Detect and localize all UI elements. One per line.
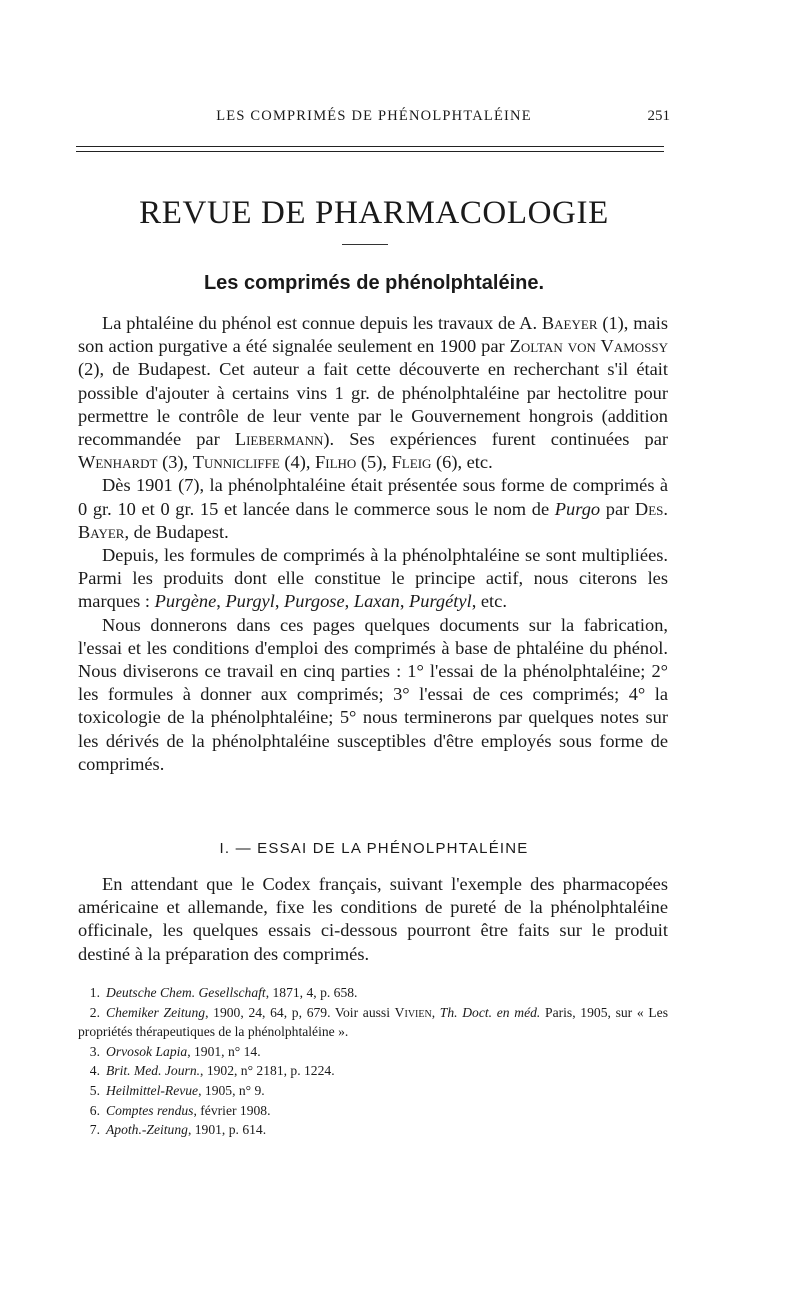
p1-text: (1), mais son action purgative a été signalée seulement en 1900 par xyxy=(78,313,668,357)
brand-purgo: Purgo xyxy=(554,498,601,519)
footnote-number: 4. xyxy=(89,1063,100,1079)
footnote-7 xyxy=(78,1120,668,1140)
p1-text: (5), xyxy=(356,452,392,473)
p3-text: , xyxy=(344,591,354,612)
footnote-text: , 1902, n° 2181, p. 1224. xyxy=(200,1063,335,1079)
section-body xyxy=(78,873,668,966)
p3-text: , xyxy=(216,591,226,612)
brand-purgene: Purgène xyxy=(154,591,217,612)
footnote-6 xyxy=(78,1101,668,1121)
footnote-text: , 1900, 24, 64, p, 679. Voir aussi xyxy=(205,1004,395,1020)
footnote-number: 3. xyxy=(89,1043,100,1059)
footnote-3 xyxy=(78,1042,668,1062)
footnote-text: , 1901, n° 14. xyxy=(187,1043,261,1059)
footnote-title: Heilmittel-Revue xyxy=(106,1082,199,1098)
footnote-number: 6. xyxy=(89,1102,100,1118)
footnote-title: Deutsche Chem. Gesellschaft xyxy=(106,985,266,1000)
paragraph-4: Nous donnerons dans ces pages quelques documents sur la fabrication, l'essai et les conditions d'emploi des comprimés à base de phtaléine du phénol. Nous diviserons ce travail en cinq parties : 1° l'essai de la phénolphtaléine; 2° les formules à donner aux comprimés; 3° l'essai de ces comprimés; 4° la toxicologie de la phénolphtaléine; 5° nous terminerons par quelques notes sur les dérivés de la phénolphtaléine susceptibles d'être employés sous forme de comprimés. xyxy=(78,614,668,774)
p3-text: Depuis, les formules de comprimés à la phénolphtaléine se sont multipliées. Parmi les produits dont elle constitue le principe actif, nous citerons les marques : xyxy=(78,545,668,612)
footnote-title: Th. Doct. en méd. xyxy=(439,1004,541,1020)
author-filho: Filho xyxy=(315,452,357,473)
p3-text: , etc. xyxy=(471,591,507,612)
header-rule-bottom xyxy=(76,151,664,152)
brand-purgyl: Purgyl xyxy=(225,591,275,612)
footnote-5 xyxy=(78,1081,668,1101)
author-fleig: Fleig xyxy=(391,452,432,473)
footnotes xyxy=(78,983,668,1140)
article-body xyxy=(78,312,668,776)
paragraph-3 xyxy=(78,544,668,614)
author-wenhardt: Wenhardt xyxy=(78,452,158,473)
footnote-author: Vivien xyxy=(394,1004,432,1020)
footnote-4 xyxy=(78,1061,668,1081)
paragraph-2 xyxy=(78,474,668,544)
author-des-bayer: Des. Bayer xyxy=(78,498,668,542)
footnote-title: Brit. Med. Journ. xyxy=(106,1063,201,1079)
author-baeyer: Baeyer xyxy=(541,313,598,333)
footnote-2: 2. Chemiker Zeitung, 1900, 24, 64, p, 679. Voir aussi Vivien, Th. Doct. en méd. Paris, 1905, sur « Les propriétés thérapeutiques de la phénolphtaléine ». xyxy=(78,1004,669,1040)
p1-text: ). Ses expériences furent continuées par xyxy=(323,429,669,450)
footnote-title: Comptes rendus xyxy=(106,1102,194,1118)
footnote-title: Apoth.-Zeitung xyxy=(106,1122,188,1138)
sub-heading: I. — ESSAI DE LA PHÉNOLPHTALÉINE xyxy=(219,840,529,857)
footnote-title: Orvosok Lapia xyxy=(106,1043,188,1059)
author-vamossy: Zoltan von Vamossy xyxy=(509,336,669,357)
running-title: LES COMPRIMÉS DE PHÉNOLPHTALÉINE xyxy=(216,108,532,124)
running-head xyxy=(78,108,670,130)
p1-text: (4), xyxy=(279,452,316,473)
p2-text: , de Budapest. xyxy=(124,521,229,542)
section-heading: REVUE DE PHARMACOLOGIE xyxy=(139,195,609,231)
footnote-1 xyxy=(78,983,668,1003)
footnote-number: 2. xyxy=(89,1004,100,1020)
p2-text: par xyxy=(600,498,635,519)
footnote-text: Paris, 1905, sur « Les propriétés thérapeutiques de la phénolphtaléine ». xyxy=(78,1004,669,1040)
p1-text: La phtaléine du phénol est connue depuis les travaux de A. xyxy=(102,313,542,333)
p1-text: (6), etc. xyxy=(431,452,493,473)
header-rule-top xyxy=(76,146,664,147)
footnote-number: 5. xyxy=(89,1082,100,1098)
p2-text: Dès 1901 (7), la phénolphtaléine était présentée sous forme de comprimés à 0 gr. 10 et 0 gr. 15 et lancée dans le commerce sous le nom de xyxy=(78,475,668,519)
p3-text: , xyxy=(274,591,285,612)
p1-text: (2), de Budapest. Cet auteur a fait cette découverte en recherchant s'il était possible d'ajouter à certains vins 1 gr. de phénolphtaléine par hectolitre pour permettre le contrôle de leur vente par le Gouvernement hongrois (addition recommandée par xyxy=(78,359,668,450)
footnote-number: 7. xyxy=(89,1122,100,1138)
footnote-title: Chemiker Zeitung xyxy=(106,1004,206,1020)
p1-text: (3), xyxy=(157,452,193,473)
brand-purgetyl: Purgétyl xyxy=(409,591,472,612)
article-title: Les comprimés de phénolphtaléine. xyxy=(203,272,545,294)
paragraph-5: En attendant que le Codex français, suivant l'exemple des pharmacopées américaine et allemande, fixe les conditions de pureté de la phénolphtaléine officinale, les quelques essais ci-dessous pourront être faits sur le produit destiné à la préparation des comprimés. xyxy=(78,874,668,964)
author-tunnicliffe: Tunnicliffe xyxy=(192,452,280,473)
page-number: 251 xyxy=(647,108,670,124)
author-liebermann: Liebermann xyxy=(234,429,324,450)
footnote-number: 1. xyxy=(89,985,100,1000)
p3-text: , xyxy=(399,591,410,612)
brand-laxan: Laxan xyxy=(353,591,400,612)
footnote-text: , 1901, p. 614. xyxy=(187,1122,267,1138)
paragraph-1 xyxy=(78,312,668,474)
footnote-text: , février 1908. xyxy=(193,1102,271,1118)
brand-purgose: Purgose xyxy=(284,591,345,612)
title-divider xyxy=(342,244,388,245)
footnote-text: , 1871, 4, p. 658. xyxy=(265,985,358,1000)
footnote-text: , 1905, n° 9. xyxy=(198,1082,265,1098)
